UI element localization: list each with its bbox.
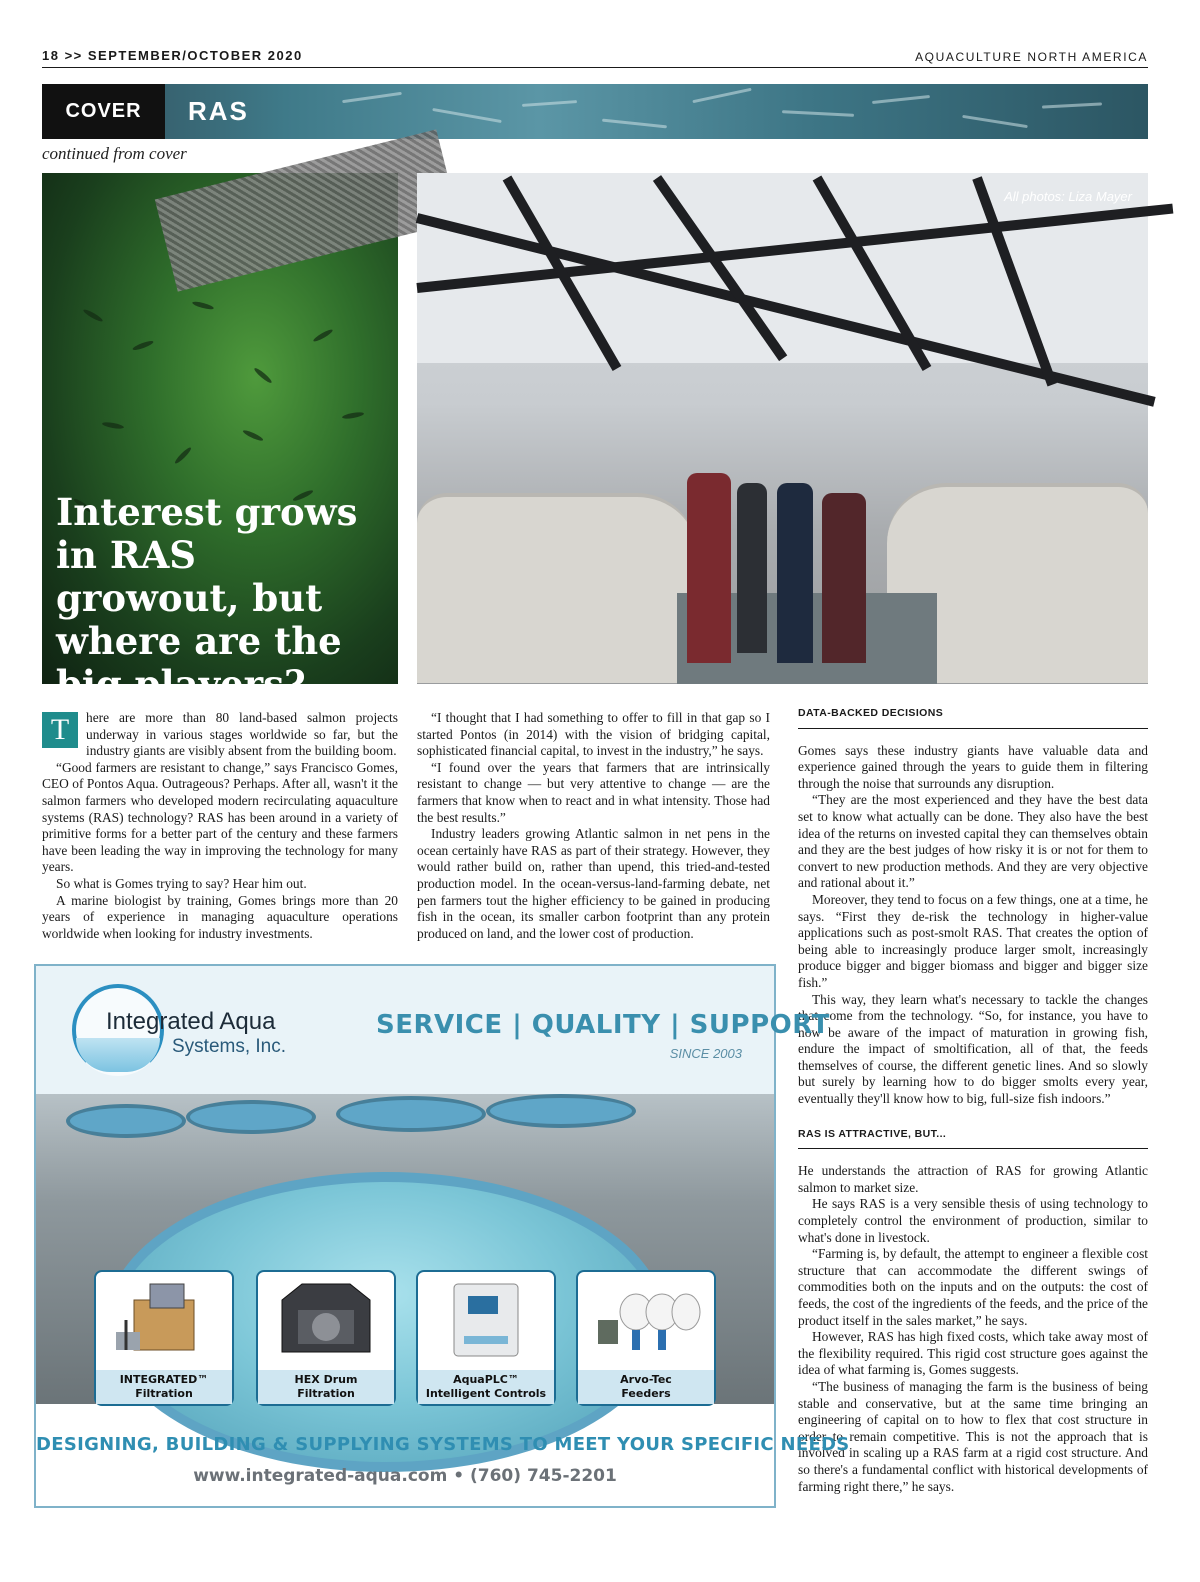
net-image-detail: [155, 129, 459, 291]
article-column-1: [42, 710, 398, 942]
product-card-filtration[interactable]: [94, 1270, 234, 1406]
page-folio: 18 >> SEPTEMBER/OCTOBER 2020: [42, 48, 303, 63]
ad-contact-link[interactable]: www.integrated-aqua.com • (760) 745-2201: [193, 1466, 617, 1486]
ad-since: SINCE 2003: [669, 1046, 742, 1061]
article-column-3: [798, 705, 1148, 1495]
subhead-data-backed: DATA-BACKED DECISIONS: [798, 705, 1148, 729]
publication-name: AQUACULTURE NORTH AMERICA: [915, 50, 1148, 64]
ras-facility-photo: [417, 173, 1148, 684]
ad-tagline: SERVICE | QUALITY | SUPPORT: [376, 1010, 830, 1040]
filtration-unit-icon: [106, 1280, 222, 1360]
article-paragraph: He understands the attraction of RAS for growing Atlantic salmon to market size.: [798, 1163, 1148, 1195]
product-name: INTEGRATED™: [119, 1373, 209, 1386]
photo-credit: All photos: Liza Mayer: [1004, 189, 1132, 204]
feeder-icon: [588, 1280, 704, 1360]
fish-tank-photo: [42, 173, 398, 706]
article-paragraph: T here are more than 80 land-based salmon projects underway in various stages worldwide so far, but the industry giants are visibly absent from the building boom.: [42, 710, 398, 760]
product-name: HEX Drum: [294, 1373, 358, 1386]
article-paragraph: “I thought that I had something to offer to fill in that gap so I started Pontos (in 2014) with the vision of bridging capital, sophisticated financial capital, to invest in the industry,” he says.: [417, 710, 770, 759]
product-card-hex-drum[interactable]: [256, 1270, 396, 1406]
product-type: Intelligent Controls: [425, 1387, 547, 1400]
ad-slogan: DESIGNING, BUILDING & SUPPLYING SYSTEMS TO MEET YOUR SPECIFIC NEEDS: [36, 1434, 850, 1455]
product-type: Feeders: [621, 1387, 671, 1400]
product-name: Arvo-Tec: [620, 1373, 672, 1386]
section-name: RAS: [188, 96, 249, 126]
product-name: AquaPLC™: [453, 1373, 519, 1386]
article-paragraph: “Farming is, by default, the attempt to engineer a flexible cost structure that can accommodate the different swings of commodities both on the inputs and on the outputs: the cost of feeds, the cost of the ingredients of the feeds, and the price of the product itself in the sales market,” he says.: [798, 1246, 1148, 1328]
article-paragraph: “I found over the years that farmers that are intrinsically resistant to change — but very attentive to change — are the farmers that know when to react and in what intensity. Those had the best results.”: [417, 759, 770, 825]
company-name-sub: Systems, Inc.: [172, 1036, 287, 1057]
logo-wave-icon: [76, 1038, 160, 1072]
product-type: Filtration: [135, 1387, 193, 1400]
article-paragraph: However, RAS has high fixed costs, which take away most of the flexibility required. This rigid cost structure goes against the idea of what farming is, Gomes suggests.: [798, 1329, 1148, 1378]
company-name: Integrated Aqua: [106, 1008, 276, 1035]
integrated-aqua-advertisement[interactable]: [34, 964, 850, 1508]
ad-header: [36, 966, 830, 1094]
product-card-arvo-tec[interactable]: [576, 1270, 716, 1406]
product-type: Filtration: [297, 1387, 355, 1400]
article-paragraph: So what is Gomes trying to say? Hear him out.: [56, 875, 307, 891]
drum-filter-icon: [268, 1280, 384, 1360]
article-paragraph: “Good farmers are resistant to change,” says Francisco Gomes, CEO of Pontos Aqua. Outrageous? Perhaps. After all, wasn't it the salmon farmers who developed modern recirculating aquaculture systems (RAS) technology? RAS has been around in a variety of primitive forms for a better part of the century and these farmers have been leading the way in improving the technology for many years.: [42, 759, 398, 875]
header-rule: [42, 67, 1148, 68]
product-card-aquaplc[interactable]: [416, 1270, 556, 1406]
product-cards: [94, 1270, 734, 1406]
article-headline: Interest grows in RAS growout, but where are the big players?: [56, 490, 358, 706]
section-banner: [42, 84, 1148, 139]
control-panel-icon: [428, 1280, 544, 1360]
article-paragraph: He says RAS is a very sensible thesis of using technology to completely control the environment of production, similar to what's done in livestock.: [798, 1196, 1148, 1245]
cover-label: COVER: [42, 84, 165, 139]
drop-cap: T: [42, 712, 78, 748]
article-column-2: [417, 710, 770, 942]
article-paragraph: Industry leaders growing Atlantic salmon in net pens in the ocean certainly have RAS as part of their strategy. However, they would rather build on, rather than upend, this tried-and-tested production model. In the ocean-versus-land-farming debate, net pen farmers tout the higher efficiency to be gained in producing fish in the ocean, its smaller carbon footprint than any protein produced on land, and the lower cost of production.: [417, 826, 770, 941]
subhead-ras-attractive: RAS IS ATTRACTIVE, BUT...: [798, 1126, 1148, 1150]
article-paragraph: Moreover, they tend to focus on a few things, one at a time, he says. “First they de-risk the technology in higher-value applications such as post-smolt RAS. That creates the option of being able to increasingly produce larger smolt, increasingly produce bigger and bigger biomass and bigger and bigger size fish.”: [798, 891, 1148, 990]
article-paragraph: A marine biologist by training, Gomes brings more than 20 years of experience in managing aquaculture operations worldwide when looking for industry investments.: [42, 892, 398, 941]
article-paragraph: This way, they learn what's necessary to tackle the changes that come from the technology. “So, for instance, you have to now be aware of the impact of maturation in growing fish, endure the impact of smoltification, all of that, the feeds themselves of course, the different genetic lines. And so slowly but surely by learning how to do bigger smolts every year, eventually they'll know how to big, full-size fish indoors.”: [798, 991, 1148, 1107]
continued-note: continued from cover: [42, 144, 187, 163]
article-paragraph: “They are the most experienced and they have the best data set to know what actually can be done. They also have the best idea of the returns on invested capital they can themselves obtain and they are the best judges of how risky it is or not for them to convert to new production methods. And they are very objective and rational about it.”: [798, 792, 1148, 891]
article-paragraph: “The business of managing the farm is the business of being stable and conservative, but at the same time bringing an engineering of capital on to how to flex that cost structure in order to remain competitive. This is not the approach that is involved in scaling up a RAS farm at a rigid cost structure. And so there's a fundamental conflict with historical developments of farming right there,” he says.: [798, 1378, 1148, 1494]
article-paragraph: Gomes says these industry giants have valuable data and experience gained through the years to guide them in filtering through the noise that surrounds any disruption.: [798, 742, 1148, 791]
